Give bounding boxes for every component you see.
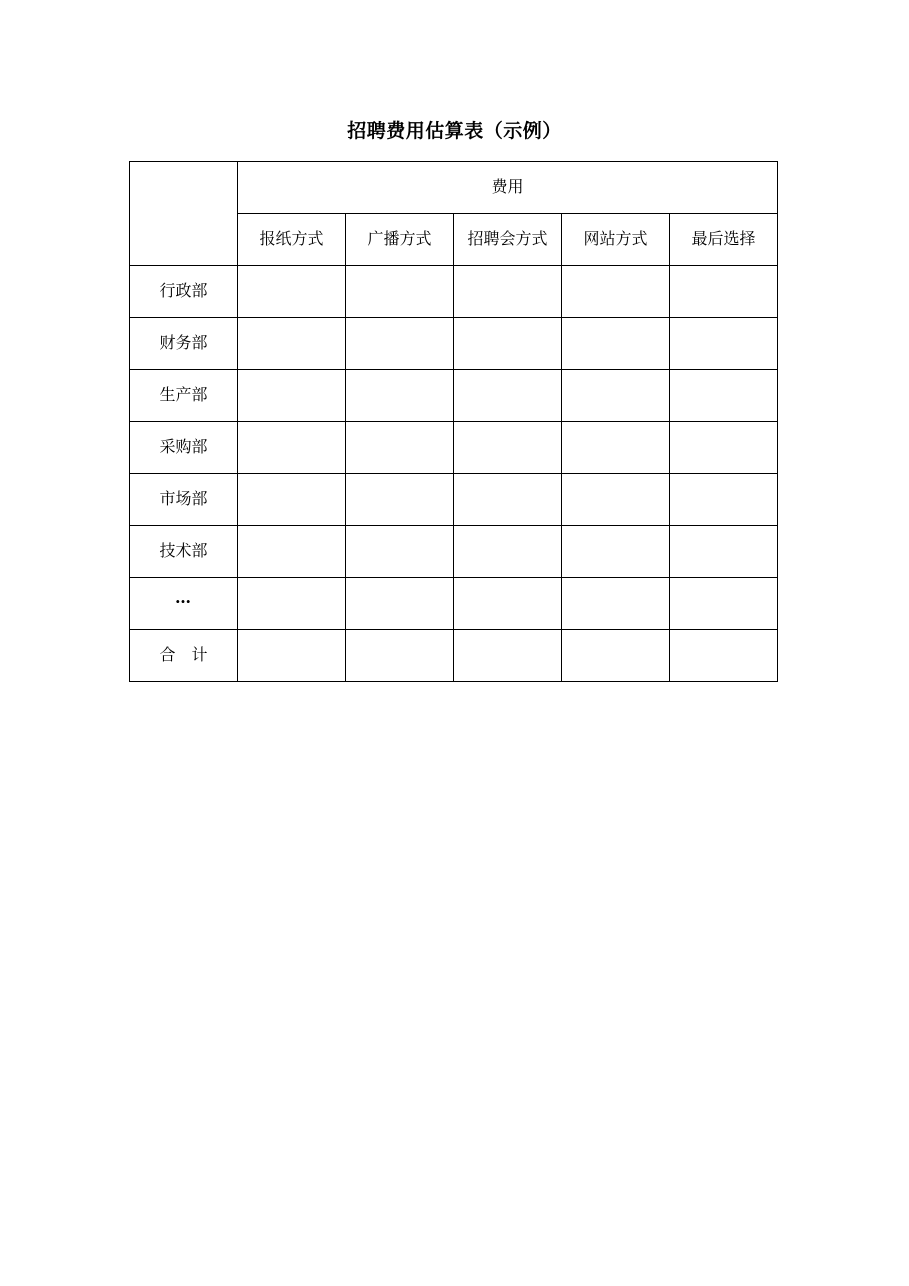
table-row bbox=[130, 370, 778, 422]
row-label: 技术部 bbox=[130, 526, 238, 578]
column-header: 报纸方式 bbox=[238, 214, 346, 266]
table-cell[interactable] bbox=[346, 370, 454, 422]
table-cell[interactable] bbox=[670, 526, 778, 578]
table-cell[interactable] bbox=[346, 266, 454, 318]
row-label: 行政部 bbox=[130, 266, 238, 318]
table-cell[interactable] bbox=[670, 318, 778, 370]
table-cell[interactable] bbox=[670, 578, 778, 630]
table-cell[interactable] bbox=[238, 578, 346, 630]
table-row bbox=[130, 578, 778, 630]
row-label: 生产部 bbox=[130, 370, 238, 422]
header-row-group bbox=[130, 162, 778, 214]
row-label: 财务部 bbox=[130, 318, 238, 370]
table-cell[interactable] bbox=[562, 630, 670, 682]
recruitment-cost-table bbox=[129, 161, 778, 682]
table-row bbox=[130, 422, 778, 474]
table-cell[interactable] bbox=[238, 526, 346, 578]
table-cell[interactable] bbox=[238, 370, 346, 422]
table-cell[interactable] bbox=[454, 578, 562, 630]
table-cell[interactable] bbox=[454, 526, 562, 578]
table-cell[interactable] bbox=[454, 370, 562, 422]
table-cell[interactable] bbox=[238, 422, 346, 474]
table-cell[interactable] bbox=[346, 630, 454, 682]
column-header: 广播方式 bbox=[346, 214, 454, 266]
table-cell[interactable] bbox=[562, 526, 670, 578]
table-cell[interactable] bbox=[670, 422, 778, 474]
row-label: 市场部 bbox=[130, 474, 238, 526]
table-cell[interactable] bbox=[562, 370, 670, 422]
table-cell[interactable] bbox=[670, 630, 778, 682]
row-label: 采购部 bbox=[130, 422, 238, 474]
table-cell[interactable] bbox=[346, 474, 454, 526]
table-row bbox=[130, 318, 778, 370]
table-cell[interactable] bbox=[454, 422, 562, 474]
table-cell[interactable] bbox=[670, 474, 778, 526]
table-row bbox=[130, 266, 778, 318]
table-cell[interactable] bbox=[562, 318, 670, 370]
column-header: 网站方式 bbox=[562, 214, 670, 266]
table-cell[interactable] bbox=[454, 474, 562, 526]
column-header: 最后选择 bbox=[670, 214, 778, 266]
table-cell[interactable] bbox=[562, 422, 670, 474]
table-row bbox=[130, 526, 778, 578]
table-cell[interactable] bbox=[238, 630, 346, 682]
table-cell[interactable] bbox=[346, 422, 454, 474]
page-title: 招聘费用估算表（示例） bbox=[347, 120, 562, 142]
table-cell[interactable] bbox=[454, 630, 562, 682]
corner-cell bbox=[130, 162, 238, 266]
table-row bbox=[130, 474, 778, 526]
table-cell[interactable] bbox=[346, 526, 454, 578]
table-cell[interactable] bbox=[670, 266, 778, 318]
table-cell[interactable] bbox=[562, 578, 670, 630]
table-cell[interactable] bbox=[238, 266, 346, 318]
table-cell[interactable] bbox=[454, 266, 562, 318]
group-header-cost: 费用 bbox=[238, 162, 778, 214]
table-row-total bbox=[130, 630, 778, 682]
row-label: … bbox=[130, 578, 238, 630]
table-cell[interactable] bbox=[346, 578, 454, 630]
column-header: 招聘会方式 bbox=[454, 214, 562, 266]
table-cell[interactable] bbox=[562, 474, 670, 526]
table-cell[interactable] bbox=[238, 318, 346, 370]
table-cell[interactable] bbox=[238, 474, 346, 526]
table-cell[interactable] bbox=[454, 318, 562, 370]
table-cell[interactable] bbox=[670, 370, 778, 422]
table-cell[interactable] bbox=[346, 318, 454, 370]
table-cell[interactable] bbox=[562, 266, 670, 318]
row-label: 合 计 bbox=[130, 630, 238, 682]
